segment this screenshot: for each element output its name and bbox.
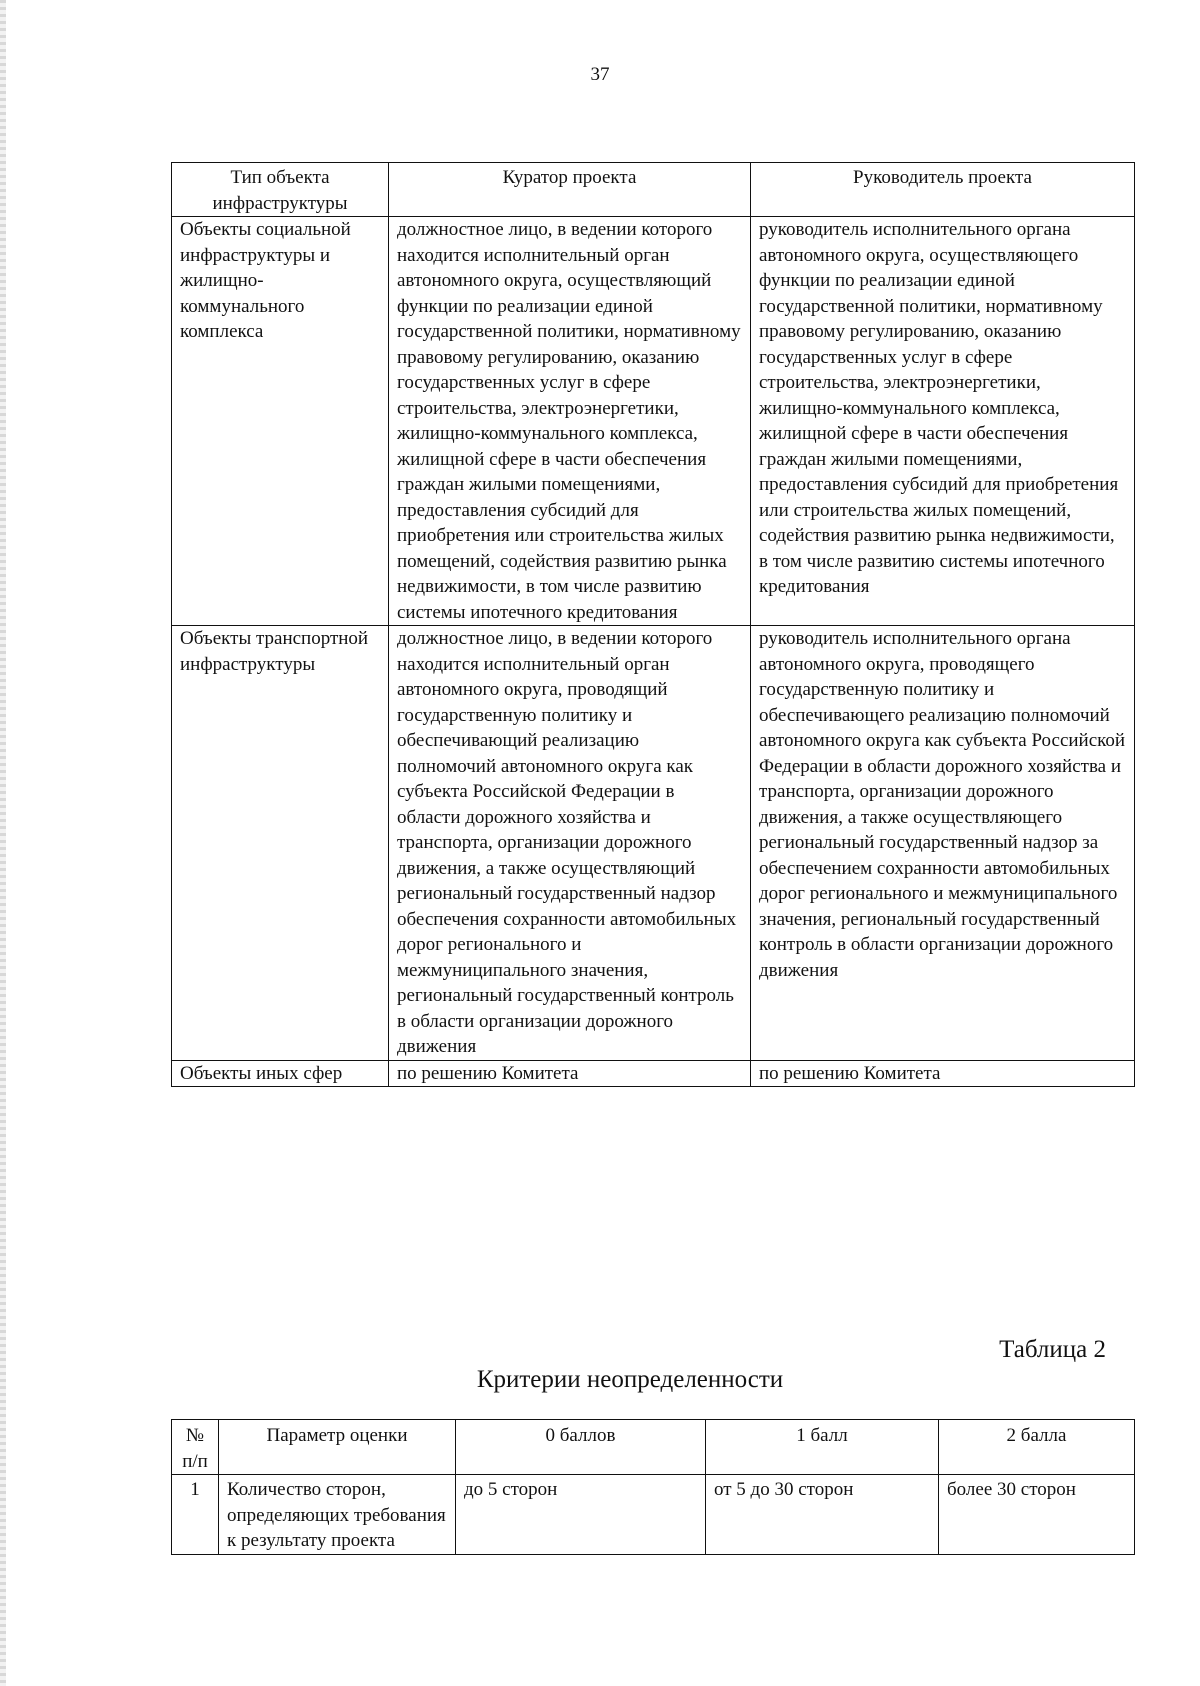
header-infrastructure-type: Тип объекта инфраструктуры: [172, 163, 389, 217]
cell-number: 1: [172, 1475, 219, 1555]
cell-curator: должностное лицо, в ведении которого находится исполнительный орган автономного округа, проводящий государственную политику и обеспечивающий реализацию полномочий автономного округа как субъекта Российской Федерации в области дорожного хозяйства и транспорта, организации дорожного движения, а также осуществляющий региональный государственный надзор обеспечения сохранности автомобильных дорог регионального и межмуниципального значения, региональный государственный контроль в области организации дорожного движения: [389, 626, 751, 1061]
cell-score-2: более 30 сторон: [939, 1475, 1135, 1555]
table-row: [172, 1060, 1135, 1087]
table-row: [172, 626, 1135, 1061]
header-curator: Куратор проекта: [389, 163, 751, 217]
cell-infrastructure-type: Объекты социальной инфраструктуры и жилищно-коммунального комплекса: [172, 217, 389, 626]
page-number: 37: [590, 64, 610, 85]
cell-infrastructure-type: Объекты транспортной инфраструктуры: [172, 626, 389, 1061]
scan-edge: [0, 0, 6, 1686]
cell-manager: руководитель исполнительного органа автономного округа, осуществляющего функции по реализации единой государственной политики, нормативному правовому регулированию, оказанию государственных услуг в сфере строительства, электроэнергетики, жилищно-коммунального комплекса, жилищной сфере в части обеспечения граждан жилыми помещениями, предоставления субсидий для приобретения или строительства жилых помещений, содействия развитию рынка недвижимости, в том числе развитию системы ипотечного кредитования: [751, 217, 1135, 626]
header-parameter: Параметр оценки: [219, 1420, 456, 1475]
header-score-1: 1 балл: [706, 1420, 939, 1475]
table-header-row: [172, 1420, 1135, 1475]
table-title: Критерии неопределенности: [476, 1366, 784, 1393]
cell-manager: руководитель исполнительного органа автономного округа, проводящего государственную политику и обеспечивающего реализацию полномочий автономного округа как субъекта Российской Федерации в области дорожного хозяйства и транспорта, организации дорожного движения, а также осуществляющего региональный государственный надзор за обеспечением сохранности автомобильных дорог регионального и межмуниципального значения, региональный государственный контроль в области организации дорожного движения: [751, 626, 1135, 1061]
cell-score-0: до 5 сторон: [456, 1475, 706, 1555]
project-roles-table: [171, 162, 1135, 1087]
table-row: [172, 217, 1135, 626]
header-number: № п/п: [172, 1420, 219, 1475]
table-header-row: [172, 163, 1135, 217]
cell-parameter: Количество сторон, определяющих требования к результату проекта: [219, 1475, 456, 1555]
cell-score-1: от 5 до 30 сторон: [706, 1475, 939, 1555]
table-label: Таблица 2: [999, 1336, 1106, 1363]
uncertainty-criteria-table: [171, 1419, 1135, 1555]
header-manager: Руководитель проекта: [751, 163, 1135, 217]
cell-curator: должностное лицо, в ведении которого находится исполнительный орган автономного округа, осуществляющий функции по реализации единой государственной политики, нормативному правовому регулированию, оказанию государственных услуг в сфере строительства, электроэнергетики, жилищно-коммунального комплекса, жилищной сфере в части обеспечения граждан жилыми помещениями, предоставления субсидий для приобретения или строительства жилых помещений, содействия развитию рынка недвижимости, в том числе развитию системы ипотечного кредитования: [389, 217, 751, 626]
cell-manager: по решению Комитета: [751, 1060, 1135, 1087]
header-score-0: 0 баллов: [456, 1420, 706, 1475]
cell-infrastructure-type: Объекты иных сфер: [172, 1060, 389, 1087]
cell-curator: по решению Комитета: [389, 1060, 751, 1087]
header-score-2: 2 балла: [939, 1420, 1135, 1475]
table-row: [172, 1475, 1135, 1555]
